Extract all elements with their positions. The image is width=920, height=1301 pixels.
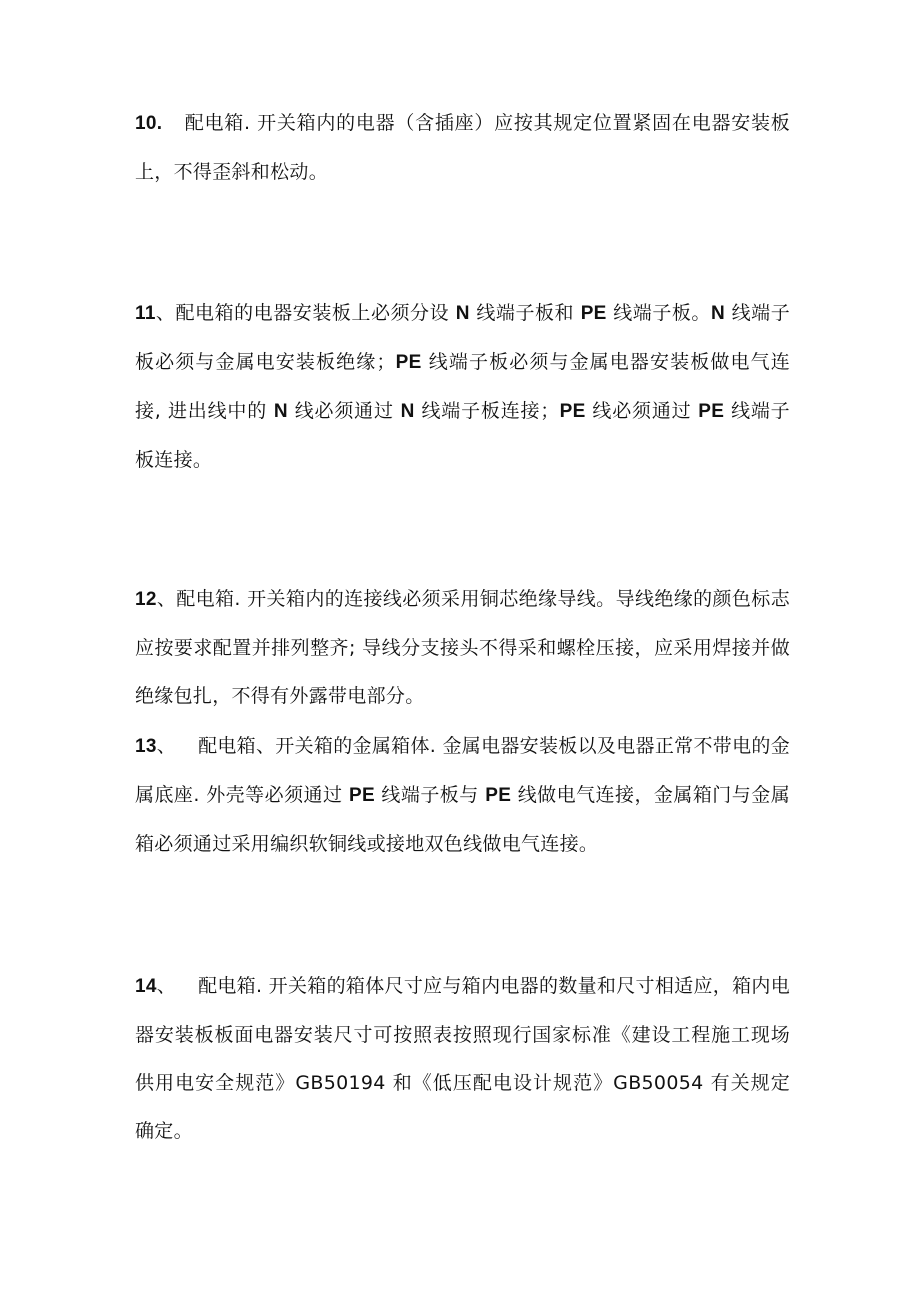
clause-text: 配电箱. 开关箱的箱体尺寸应与箱内电器的数量和尺寸相适应，箱内电器安装板板面电器安装尺寸可按照表按照现行国家标准《建设工程施工现场供用电安全规范》GB50194 和《低压配电设计规范》GB50054 有关规定确定。 [135, 975, 790, 1142]
clause-text: 线做电气连接，金属箱门与金属箱必须通过采用编织软铜线或接地双色线做电气连接。 [135, 784, 790, 855]
pe-wire-term: PE [580, 303, 607, 324]
clause-text: 线端子板必须与金属电器安装板做电气连接, 进出线中的 [135, 351, 790, 422]
clause-text: 线端子板连接。 [135, 400, 790, 471]
pe-wire-term: PE [348, 785, 375, 806]
clause-text: 线必须通过 [287, 400, 401, 422]
clause-number: 13 [135, 736, 157, 757]
clause-10 [135, 99, 790, 196]
clause-separator: 、 [156, 735, 177, 757]
pe-wire-term: PE [395, 352, 422, 373]
clause-14 [135, 962, 790, 1155]
pe-wire-term: PE [485, 785, 512, 806]
n-wire-term: N [710, 303, 726, 324]
pe-wire-term: PE [559, 401, 586, 422]
clause-text: 配电箱、开关箱的金属箱体. 金属电器安装板以及电器正常不带电的金属底座. 外壳等必须通过 [135, 735, 790, 806]
clause-number: 12 [135, 589, 157, 610]
clause-text: 线端子板必须与金属电安装板绝缘； [135, 302, 790, 373]
clause-text: 线端子板。 [606, 302, 711, 324]
clause-number: 10. [135, 113, 163, 134]
clause-text: 线必须通过 [585, 400, 699, 422]
pe-wire-term: PE [698, 401, 725, 422]
clause-text: 线端子板与 [374, 784, 486, 806]
n-wire-term: N [455, 303, 470, 324]
clause-13 [135, 722, 790, 868]
n-wire-term: N [400, 401, 415, 422]
clause-11 [135, 289, 790, 484]
clause-12 [135, 575, 790, 720]
clause-separator: 、 [156, 975, 177, 997]
clause-text: 配电箱. 开关箱内的电器（含插座）应按其规定位置紧固在电器安装板上，不得歪斜和松动。 [135, 112, 790, 183]
clause-text: 、配电箱的电器安装板上必须分设 [155, 302, 456, 324]
clause-text: 、配电箱. 开关箱内的连接线必须采用铜芯绝缘导线。导线绝缘的颜色标志应按要求配置并排列整齐; 导线分支接头不得采和螺栓压接，应采用焊接并做绝缘包扎，不得有外露带电部分。 [135, 588, 790, 707]
clause-text: 线端子板和 [469, 302, 581, 324]
clause-number: 14 [135, 976, 157, 997]
n-wire-term: N [273, 401, 288, 422]
clause-number: 11 [135, 303, 156, 324]
clause-text: 线端子板连接； [414, 400, 560, 422]
